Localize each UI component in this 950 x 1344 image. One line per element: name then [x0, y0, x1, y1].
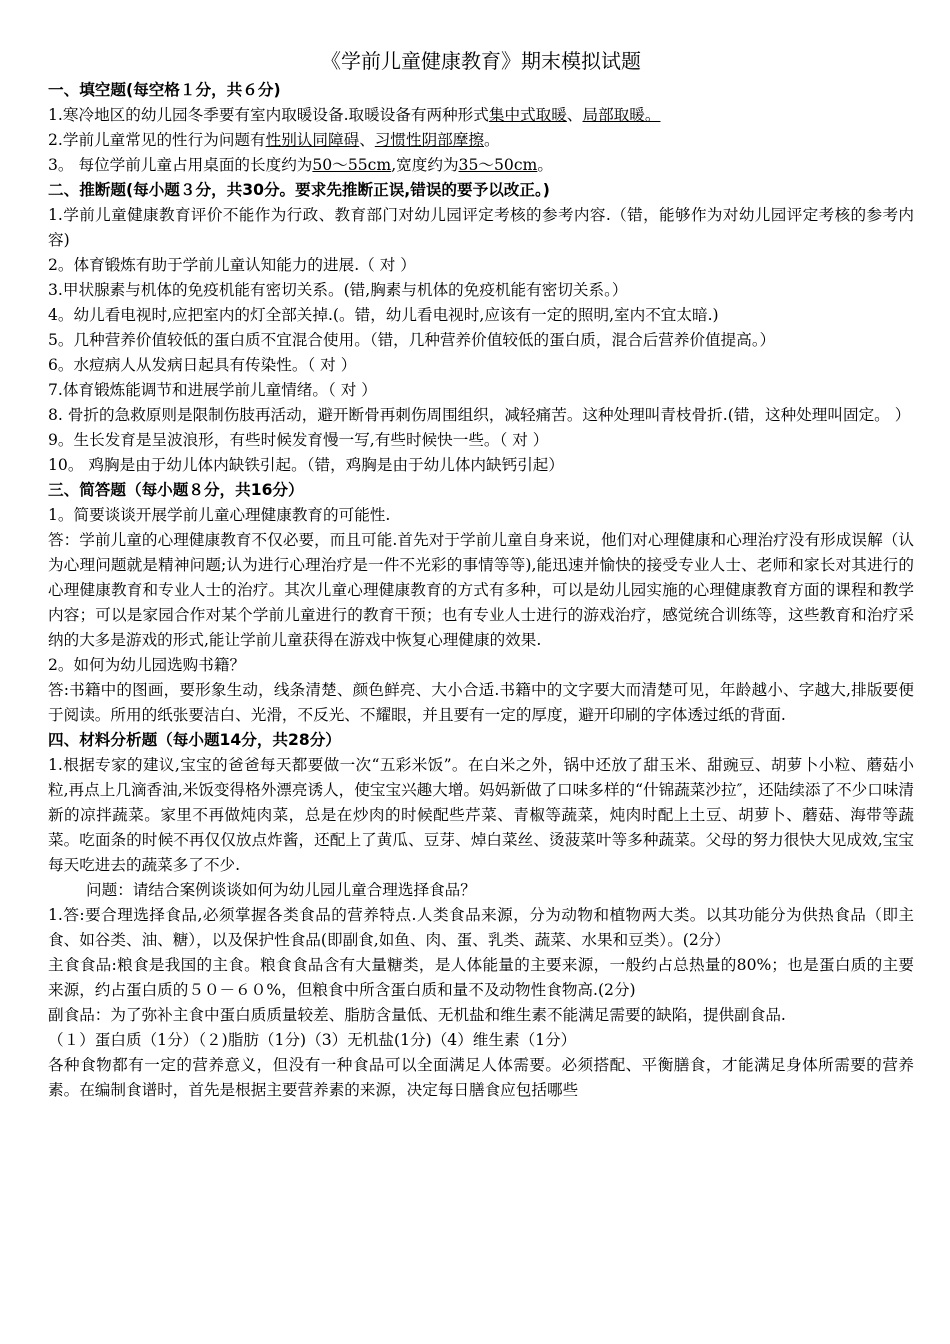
material-text: 1.根据专家的建议,宝宝的爸爸每天都要做一次“五彩米饭”。在白米之外，锅中还放了甜玉米、甜豌豆、胡萝卜小粒、蘑菇小粒,再点上几滴香油,米饭变得格外漂亮诱人，使宝宝兴趣大增。妈妈新做了口味多样的“什锦蔬菜沙拉″，还陆续添了不少口味清新的凉拌蔬菜。家里不再做炖肉菜，总是在炒肉的时候配些芹菜、青椒等蔬菜，炖肉时配上土豆、胡萝卜、蘑菇、海带等蔬菜。吃面条的时候不再仅仅放点炸酱，还配上了黄瓜、豆芽、焯白菜丝、烫菠菜叶等多种蔬菜。父母的努力很快大见成效,宝宝每天吃进去的蔬菜多了不少. [48, 756, 914, 874]
fill-answer-2b: 习惯性阴部摩擦 [374, 131, 484, 149]
material-answer-3: 副食品：为了弥补主食中蛋白质质量较差、脂肪含量低、无机盐和维生素不能满足需要的缺陷，提供副食品. [48, 1006, 786, 1024]
section-heading-judgement: 二、推断题(每小题３分，共30分。要求先推断正误,错误的要予以改正。) [48, 181, 550, 199]
fill-question-1-text: 1.寒冷地区的幼儿园冬季要有室内取暖设备.取暖设备有两种形式 [48, 106, 489, 124]
judgement-item-5: 5。几种营养价值较低的蛋白质不宜混合使用。（错，几种营养价值较低的蛋白质，混合后营养价值提高。） [48, 331, 776, 349]
short-question-1: 1。简要谈谈开展学前儿童心理健康教育的可能性. [48, 506, 391, 524]
section-heading-material-analysis: 四、材料分析题（每小题14分，共28分） [48, 731, 341, 749]
separator: 、 [359, 131, 375, 149]
fill-question-3-text: 3。 每位学前儿童占用桌面的长度约为 [48, 156, 313, 174]
judgement-item-1: 1.学前儿童健康教育评价不能作为行政、教育部门对幼儿园评定考核的参考内容.（错，能够作为对幼儿园评定考核的参考内容) [48, 206, 914, 249]
judgement-item-3: 3.甲状腺素与机体的免疫机能有密切关系。(错,胸素与机体的免疫机能有密切关系。） [48, 281, 628, 299]
judgement-item-9: 9。生长发育是呈波浪形，有些时候发育慢一写,有些时候快一些。（ 对 ） [48, 431, 549, 449]
material-answer-5: 各种食物都有一定的营养意义，但没有一种食品可以全面满足人体需要。必须搭配、平衡膳食，才能满足身体所需要的营养素。在编制食谱时，首先是根据主要营养素的来源，决定每日膳食应包括哪些 [48, 1056, 914, 1099]
fill-question-1 [48, 103, 914, 128]
judgement-item-2: 2。体育锻炼有助于学前儿童认知能力的进展.（ 对 ） [48, 256, 416, 274]
judgement-item-6: 6。水痘病人从发病日起具有传染性。（ 对 ） [48, 356, 357, 374]
material-answer-4: （１）蛋白质（1分）（２)脂肪（1分)（3）无机盐(1分)（4）维生素（1分） [48, 1031, 577, 1049]
short-answer-1: 答：学前儿童的心理健康教育不仅必要，而且可能.首先对于学前儿童自身来说，他们对心理健康和心理治疗没有形成误解（认为心理问题就是精神问题;认为进行心理治疗是一件不光彩的事情等等),能迅速并愉快的接受专业人士、老师和家长对其进行的心理健康教育和专业人士的治疗。其次儿童心理健康教育的方式有多种，可以是幼儿园实施的心理健康教育方面的课程和教学内容；可以是家园合作对某个学前儿童进行的教育干预；也有专业人士进行的游戏治疗，感觉统合训练等，这些教育和治疗采纳的大多是游戏的形式,能让学前儿童获得在游戏中恢复心理健康的效果. [48, 531, 914, 649]
short-question-2: 2。如何为幼儿园选购书籍？ [48, 656, 246, 674]
material-answer-1: 1.答:要合理选择食品,必须掌握各类食品的营养特点.人类食品来源，分为动物和植物两大类。以其功能分为供热食品（即主食、如谷类、油、糖），以及保护性食品(即副食,如鱼、肉、蛋、乳类、蔬菜、水果和豆类）。(2分） [48, 906, 914, 949]
punctuation: 。 [483, 131, 500, 149]
material-answer-2: 主食食品:粮食是我国的主食。粮食食品含有大量糖类，是人体能量的主要来源，一般约占总热量的80%；也是蛋白质的主要来源，约占蛋白质的５０－６０%，但粮食中所含蛋白质和量不及动物性食物高.(2分) [48, 956, 914, 999]
section-heading-short-answer: 三、简答题（每小题８分，共16分） [48, 481, 304, 499]
judgement-item-8: 8. 骨折的急救原则是限制伤肢再活动，避开断骨再刺伤周围组织，减轻痛苦。这种处理叫青枝骨折.(错，这种处理叫固定。 ） [48, 406, 911, 424]
section-heading-fill-in: 一、填空题(每空格１分，共６分) [48, 81, 281, 99]
fill-answer-3a: 50～55cm [312, 156, 392, 174]
fill-question-2-text: 2.学前儿童常见的性行为问题有 [48, 131, 266, 149]
judgement-item-7: 7.体育锻炼能调节和进展学前儿童情绪。（ 对 ） [48, 381, 377, 399]
punctuation: 。 [537, 156, 553, 174]
separator: 、 [566, 106, 583, 124]
judgement-item-10: 10。 鸡胸是由于幼儿体内缺铁引起。（错，鸡胸是由于幼儿体内缺钙引起） [48, 456, 564, 474]
fill-answer-1a: 集中式取暖 [488, 106, 567, 124]
fill-question-3-mid: ,宽度约为 [391, 156, 459, 174]
fill-answer-1b: 局部取暖。 [582, 106, 661, 124]
fill-answer-3b: 35～50cm [458, 156, 538, 174]
short-answer-2: 答:书籍中的图画，要形象生动，线条清楚、颜色鲜亮、大小合适.书籍中的文字要大而清楚可见，年龄越小、字越大,排版要便于阅读。所用的纸张要洁白、光滑，不反光、不耀眼，并且要有一定的厚度，避开印刷的字体透过纸的背面. [48, 681, 914, 724]
judgement-item-4: 4。幼儿看电视时,应把室内的灯全部关掉.(。错，幼儿看电视时,应该有一定的照明,室内不宜太暗.) [48, 306, 719, 324]
document-page [48, 44, 914, 1103]
fill-question-3 [48, 153, 914, 178]
fill-answer-2a: 性别认同障碍 [265, 131, 360, 149]
material-question: 问题：请结合案例谈谈如何为幼儿园儿童合理选择食品？ [86, 881, 476, 899]
fill-question-2 [48, 128, 914, 153]
document-title: 《学前儿童健康教育》期末模拟试题 [321, 49, 641, 73]
